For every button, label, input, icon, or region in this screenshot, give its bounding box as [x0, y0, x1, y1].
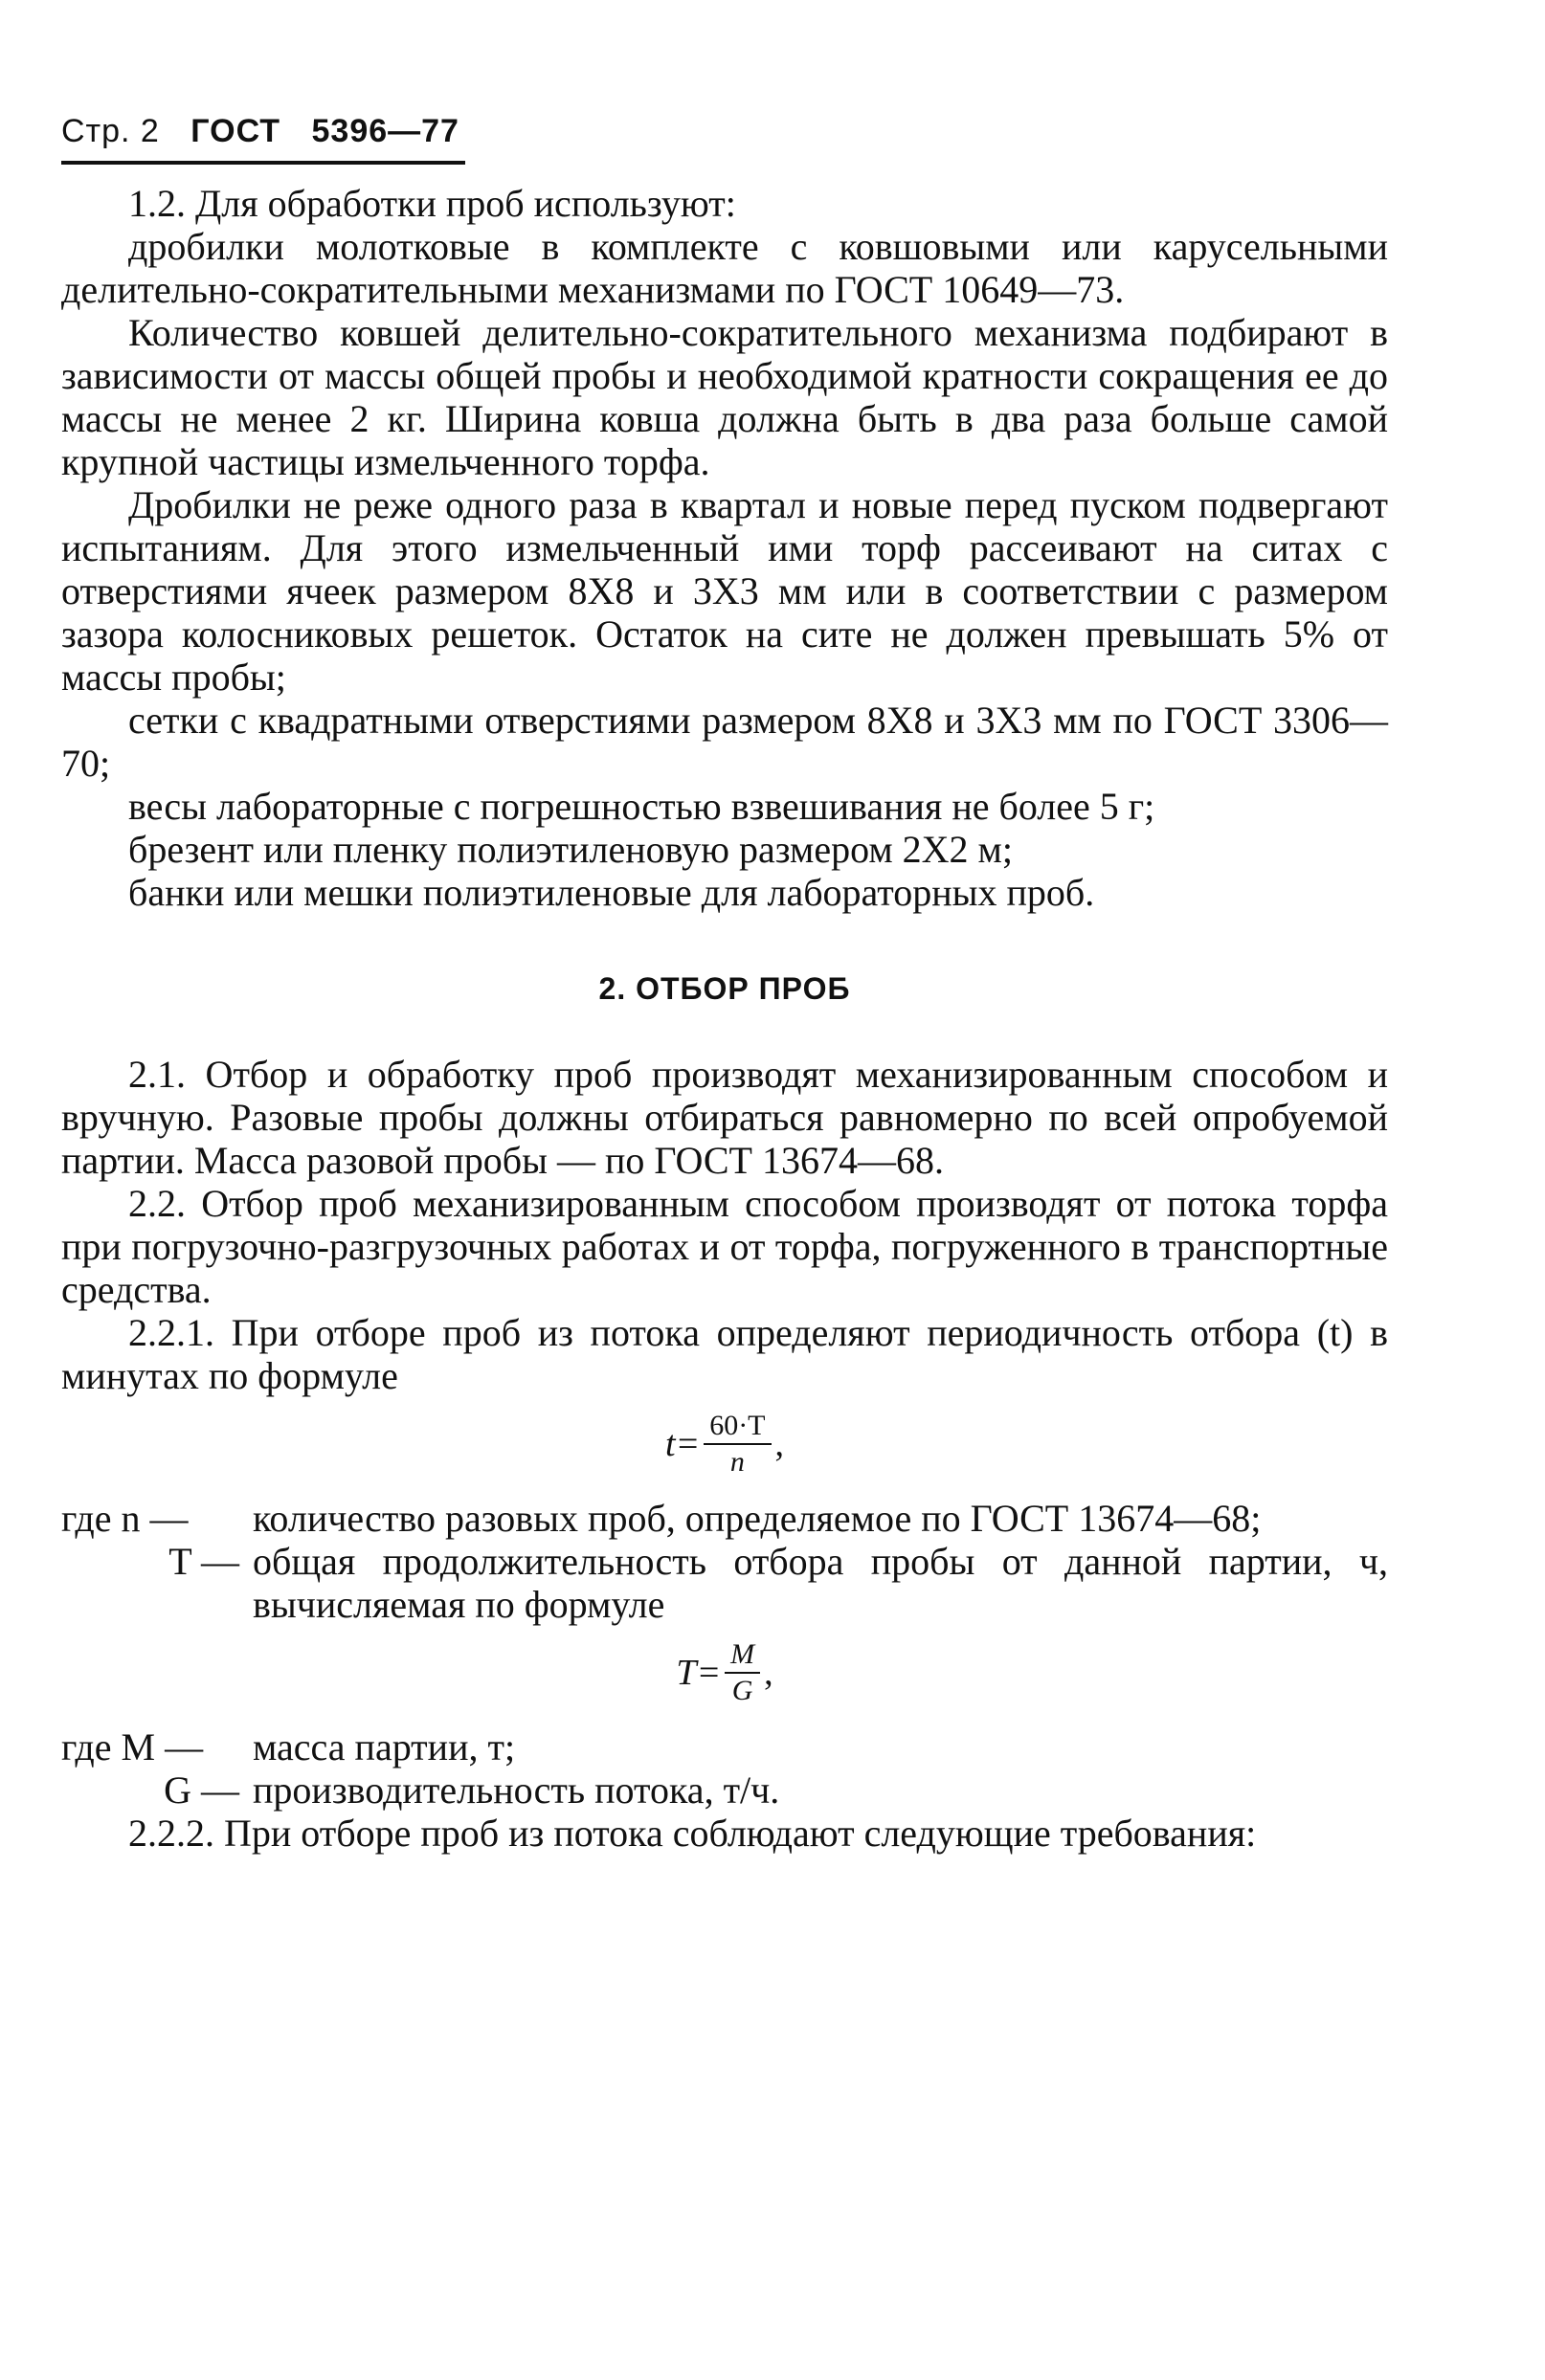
formula-tail: ,: [764, 1652, 773, 1693]
where-lead: где n —: [61, 1497, 189, 1540]
where-text: производительность потока, т/ч.: [253, 1768, 780, 1812]
where-lead: T —: [168, 1540, 239, 1583]
standard-number: 5396—77: [311, 113, 459, 149]
list-item: сетки с квадратными отверстиями размером 8Х8 и 3Х3 мм по ГОСТ 3306—70;: [61, 699, 1388, 785]
document-body: [61, 182, 1388, 1855]
where-clause: [61, 1540, 1388, 1626]
page-number: Стр. 2: [61, 113, 160, 149]
formula-lhs: t=: [664, 1423, 701, 1464]
formula-t: [61, 1409, 1388, 1479]
where-text: количество разовых проб, определяемое по ГОСТ 13674—68;: [253, 1497, 1262, 1540]
paragraph-2-2-1: 2.2.1. При отборе проб из потока определяют периодичность отбора (t) в минутах по формуле: [61, 1311, 1388, 1397]
where-clause: [61, 1768, 1388, 1812]
formula-T: [61, 1637, 1388, 1708]
paragraph-2-2: 2.2. Отбор проб механизированным способом производят от потока торфа при погрузочно-разгрузочных работах и от торфа, погруженного в транспортные средства.: [61, 1182, 1388, 1311]
where-clause: [61, 1497, 1388, 1540]
list-item: банки или мешки полиэтиленовые для лабораторных проб.: [128, 871, 1095, 914]
standard-label: ГОСТ: [190, 113, 281, 149]
paragraph-1-2: 1.2. Для обработки проб используют:: [128, 182, 736, 225]
paragraph-2-1: 2.1. Отбор и обработку проб производят механизированным способом и вручную. Разовые пробы должны отбираться равномерно по всей опробуемой партии. Масса разовой пробы — по ГОСТ 13674—68.: [61, 1053, 1388, 1182]
fraction: [704, 1409, 771, 1479]
section-heading: 2. ОТБОР ПРОБ: [598, 971, 851, 1006]
where-text: масса партии, т;: [253, 1725, 516, 1768]
list-item: весы лабораторные с погрешностью взвешивания не более 5 г;: [128, 785, 1155, 828]
list-item: брезент или пленку полиэтиленовую размером 2Х2 м;: [128, 828, 1013, 871]
where-lead: G —: [164, 1768, 239, 1812]
fraction-denominator: G: [731, 1675, 753, 1706]
where-text: общая продолжительность отбора пробы от данной партии, ч, вычисляемая по формуле: [253, 1540, 1388, 1626]
paragraph-2-2-2: 2.2.2. При отборе проб из потока соблюдают следующие требования:: [128, 1812, 1257, 1855]
formula-lhs: T=: [676, 1652, 722, 1693]
where-clause: [61, 1725, 1388, 1768]
header-rule: [61, 161, 465, 165]
fraction-denominator: n: [729, 1446, 745, 1478]
fraction-numerator: 60·T: [704, 1409, 771, 1445]
list-item: Дробилки не реже одного раза в квартал и новые перед пуском подвергают испытаниям. Для этого измельченный ими торф рассеивают на ситах с отверстиями ячеек размером 8Х8 и 3Х3 мм или в соответствии с размером зазора колосниковых решеток. Остаток на сите не должен превышать 5% от массы пробы;: [61, 483, 1388, 699]
fraction-numerator: M: [725, 1637, 760, 1674]
formula-tail: ,: [774, 1423, 785, 1464]
list-item: Количество ковшей делительно-сократительного механизма подбирают в зависимости от массы общей пробы и необходимой кратности сокращения ее до массы не менее 2 кг. Ширина ковша должна быть в два раза больше самой крупной частицы измельченного торфа.: [61, 311, 1388, 483]
where-lead: где M —: [61, 1725, 204, 1768]
list-item: дробилки молотковые в комплекте с ковшовыми или карусельными делительно-сократительными механизмами по ГОСТ 10649—73.: [61, 225, 1388, 311]
fraction: [725, 1637, 760, 1708]
page-header: [61, 113, 459, 150]
